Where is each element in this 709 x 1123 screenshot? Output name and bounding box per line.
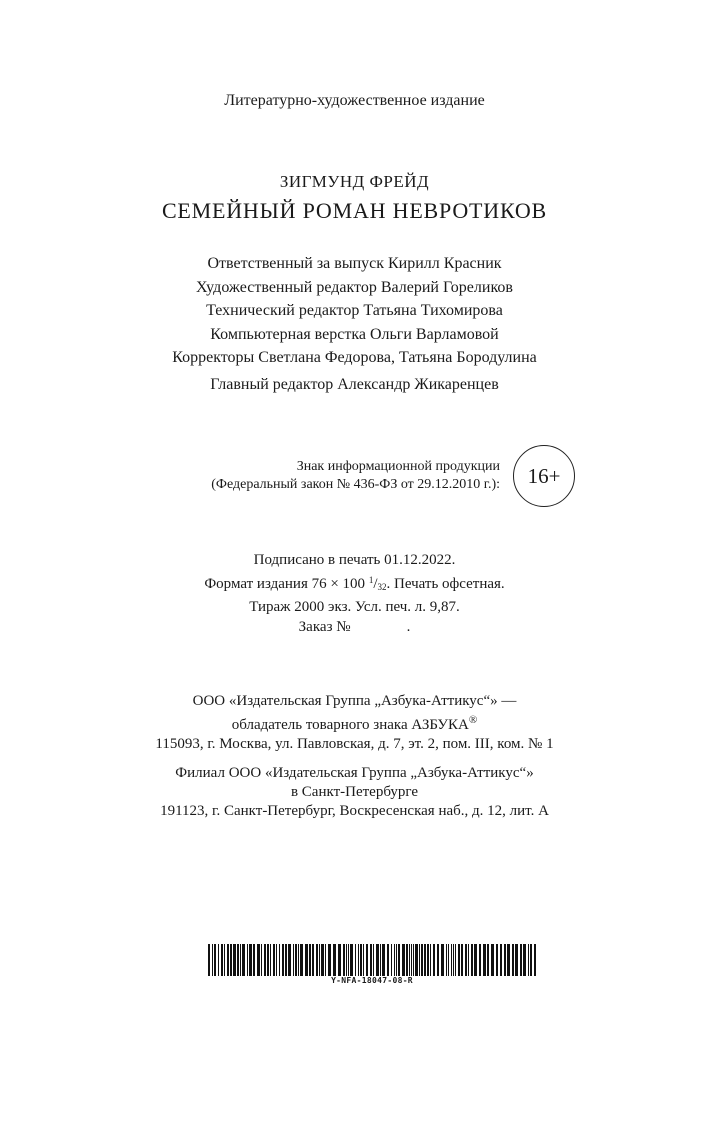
- barcode-bar: [520, 944, 522, 976]
- barcode-bar: [363, 944, 364, 976]
- publisher-trademark: [0, 711, 709, 735]
- barcode-bar: [267, 944, 269, 976]
- format-fraction: $^1/_{32}$: [368, 575, 387, 592]
- barcode-bar: [406, 944, 408, 976]
- barcode-bar: [276, 944, 277, 976]
- barcode-bar: [305, 944, 308, 976]
- barcode-bar: [441, 944, 444, 976]
- barcode-bar: [233, 944, 236, 976]
- barcode-bar: [285, 944, 287, 976]
- staff-line: Компьютерная верстка Ольги Варламовой: [210, 325, 499, 343]
- barcode-bar: [448, 944, 449, 976]
- barcode-bar: [288, 944, 291, 976]
- barcode-bar: [534, 944, 536, 976]
- barcode-bar: [453, 944, 454, 976]
- barcode-bar: [370, 944, 372, 976]
- signed-date: Подписано в печать 01.12.2022.: [253, 552, 456, 568]
- barcode-bar: [413, 944, 414, 976]
- barcode-bar: [419, 944, 420, 976]
- barcode-bar: [455, 944, 456, 976]
- barcode-bar: [261, 944, 262, 976]
- barcode-bar: [411, 944, 412, 976]
- chief-editor: Главный редактор Александр Жикаренцев: [210, 376, 499, 393]
- barcode-bar: [487, 944, 489, 976]
- staff-line: Технический редактор Татьяна Тихомирова: [206, 302, 503, 319]
- barcode-bar: [523, 944, 526, 976]
- barcode-bar: [227, 944, 229, 976]
- barcode-bar: [446, 944, 447, 976]
- barcode-bar: [380, 944, 381, 976]
- barcode-bar: [230, 944, 232, 976]
- barcode-bar: [415, 944, 418, 976]
- print-info: [0, 550, 709, 637]
- barcode-bar: [325, 944, 326, 976]
- barcode-bar: [257, 944, 260, 976]
- barcode-bar: [309, 944, 311, 976]
- barcode-bar: [316, 944, 318, 976]
- barcode-bar: [247, 944, 248, 976]
- barcode-bar: [319, 944, 320, 976]
- barcode-bar: [321, 944, 324, 976]
- barcode-bar: [396, 944, 397, 976]
- order-end: .: [406, 619, 411, 635]
- barcode-bar: [373, 944, 374, 976]
- branch-info: [0, 764, 709, 821]
- barcode-bar: [208, 944, 210, 976]
- barcode-bar: [360, 944, 362, 976]
- publisher-name: ООО «Издательская Группа „Азбука-Аттикус“» —: [192, 693, 517, 709]
- staff-line: Корректоры Светлана Федорова, Татьяна Бородулина: [172, 349, 537, 366]
- barcode-bar: [433, 944, 435, 976]
- barcode-bar: [218, 944, 219, 976]
- barcode-bar: [237, 944, 239, 976]
- edition-type: Литературно-художественное издание: [224, 92, 485, 109]
- barcode-bar: [474, 944, 477, 976]
- publisher-info: [0, 692, 709, 754]
- print-format: [0, 570, 709, 597]
- barcode-bar: [430, 944, 431, 976]
- staff-line: Художественный редактор Валерий Гореликов: [196, 278, 513, 296]
- barcode-bar: [504, 944, 506, 976]
- barcode-bar: [479, 944, 481, 976]
- barcode-bar: [350, 944, 353, 976]
- info-sign-line: Знак информационной продукции: [296, 459, 500, 474]
- barcode-bar: [355, 944, 356, 976]
- barcode-bar: [346, 944, 347, 976]
- barcode-bar: [273, 944, 275, 976]
- staff-list: [0, 252, 709, 370]
- staff-line: Ответственный за выпуск Кирилл Красник: [207, 255, 502, 272]
- barcode-bar: [427, 944, 429, 976]
- barcode-bar: [515, 944, 518, 976]
- publisher-address: 115093, г. Москва, ул. Павловская, д. 7, эт. 2, пом. III, ком. № 1: [155, 736, 554, 752]
- branch-address: 191123, г. Санкт-Петербург, Воскресенская наб., д. 12, лит. А: [160, 803, 549, 819]
- barcode-bar: [279, 944, 280, 976]
- format-denominator: 32: [377, 582, 387, 592]
- barcode-bar: [500, 944, 502, 976]
- barcode-bar: [312, 944, 314, 976]
- barcode-bar: [343, 944, 345, 976]
- barcode-bar: [451, 944, 452, 976]
- branch-name: Филиал ООО «Издательская Группа „Азбука-Аттикус“»: [175, 765, 534, 781]
- barcode-bar: [471, 944, 473, 976]
- barcode-bar: [300, 944, 303, 976]
- barcode-bar: [298, 944, 299, 976]
- age-rating-badge: [513, 445, 575, 507]
- barcode-bar: [507, 944, 510, 976]
- barcode-bar: [270, 944, 271, 976]
- barcode-bar: [491, 944, 494, 976]
- barcode-bar: [512, 944, 514, 976]
- barcode-bar: [366, 944, 368, 976]
- print-run: Тираж 2000 экз. Усл. печ. л. 9,87.: [249, 599, 460, 615]
- barcode-bar: [333, 944, 336, 976]
- barcode-bar: [212, 944, 213, 976]
- barcode-bar: [528, 944, 529, 976]
- barcode-code: Y-NFA-18047-08-R: [331, 976, 413, 985]
- barcode-bar: [409, 944, 410, 976]
- barcode-bar: [376, 944, 379, 976]
- barcode-bar: [483, 944, 486, 976]
- barcode-bar: [221, 944, 223, 976]
- info-sign-law: (Федеральный закон № 436-ФЗ от 29.12.2010 г.):: [211, 477, 500, 492]
- order-number: [0, 617, 709, 637]
- barcode-bar: [249, 944, 252, 976]
- barcode-bar: [421, 944, 423, 976]
- barcode-bar: [295, 944, 297, 976]
- barcode-bar: [293, 944, 294, 976]
- registered-mark: ®: [468, 714, 478, 726]
- barcode-bar: [240, 944, 241, 976]
- barcode-bar: [338, 944, 341, 976]
- barcode-bar: [242, 944, 245, 976]
- barcode-bar: [468, 944, 469, 976]
- barcode-bar: [224, 944, 225, 976]
- barcode-bar: [253, 944, 255, 976]
- format-suffix: . Печать офсетная.: [386, 576, 505, 592]
- info-sign-label: [160, 458, 500, 494]
- barcode-bar: [402, 944, 405, 976]
- barcode-bar: [398, 944, 400, 976]
- barcode-bar: [530, 944, 532, 976]
- barcode-bar: [214, 944, 216, 976]
- barcode-bar: [394, 944, 395, 976]
- barcode-bar: [437, 944, 439, 976]
- barcode-bar: [282, 944, 284, 976]
- barcode-bar: [387, 944, 389, 976]
- barcode-image: [208, 944, 536, 976]
- barcode-bar: [358, 944, 359, 976]
- order-label: Заказ №: [298, 619, 351, 635]
- barcode-bar: [391, 944, 392, 976]
- barcode-bar: [458, 944, 460, 976]
- format-numerator: 1: [368, 575, 374, 585]
- format-prefix: Формат издания 76 × 100: [204, 576, 369, 592]
- author-name: ЗИГМУНД ФРЕЙД: [279, 172, 430, 191]
- barcode-bar: [424, 944, 426, 976]
- age-rating-text: 16+: [527, 463, 561, 488]
- barcode-bar: [461, 944, 463, 976]
- barcode-bar: [496, 944, 498, 976]
- book-title: СЕМЕЙНЫЙ РОМАН НЕВРОТИКОВ: [161, 198, 548, 223]
- barcode-bar: [328, 944, 331, 976]
- branch-city: в Санкт-Петербурге: [290, 784, 419, 800]
- barcode-bar: [348, 944, 349, 976]
- barcode-bar: [264, 944, 266, 976]
- barcode-bar: [465, 944, 467, 976]
- barcode-bar: [382, 944, 385, 976]
- trademark-text: обладатель товарного знака АЗБУКА: [231, 717, 469, 733]
